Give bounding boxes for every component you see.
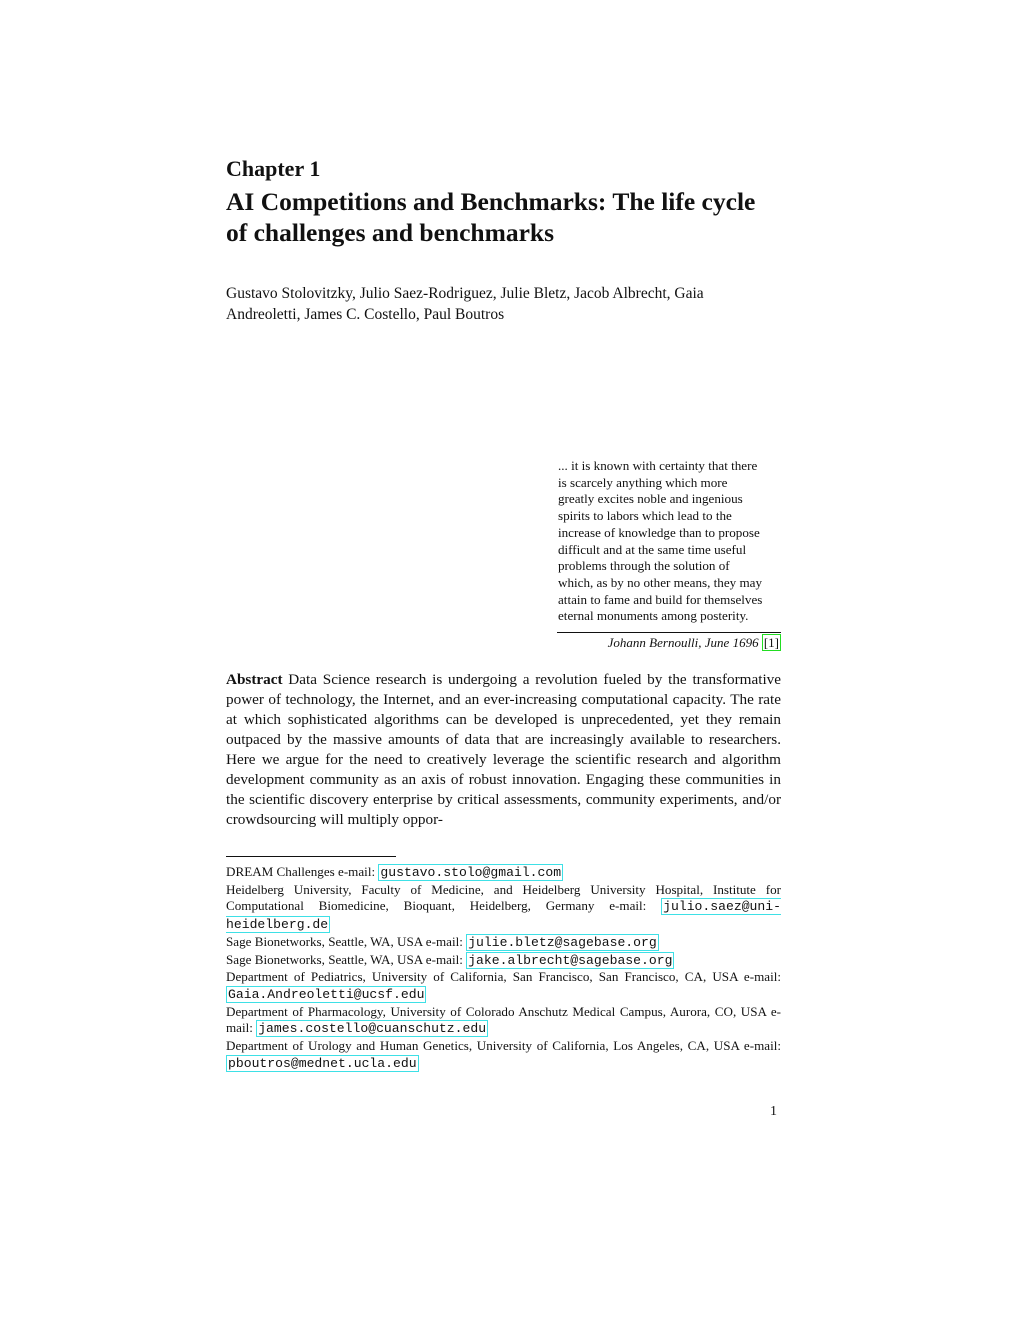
email-link[interactable]: pboutros@mednet.ucla.edu: [228, 1055, 417, 1071]
email-link[interactable]: james.costello@cuanschutz.edu: [258, 1021, 487, 1037]
abstract-heading: Abstract: [226, 671, 283, 688]
affiliation-footnotes: [226, 864, 781, 1072]
affiliation-text: Heidelberg University, Faculty of Medicine, and Heidelberg University Hospital, Institute for Computational Biomedicine, Bioquant, Heidelberg, Germany e-mail:: [226, 881, 781, 914]
author-line: Andreoletti, James C. Costello, Paul Boutros: [226, 306, 505, 323]
epigraph-rule: [557, 632, 781, 633]
footnote-item: [226, 882, 781, 934]
epigraph-line: greatly excites noble and ingenious: [558, 491, 743, 507]
epigraph-line: spirits to labors which lead to the: [558, 508, 732, 524]
author-list: [226, 283, 786, 325]
email-link[interactable]: jake.albrecht@sagebase.org: [468, 952, 673, 968]
epigraph-line: problems through the solution of: [558, 558, 730, 574]
chapter-label: Chapter 1: [226, 156, 321, 181]
page-number: 1: [770, 1104, 777, 1119]
epigraph-line: attain to fame and build for themselves: [558, 591, 763, 607]
epigraph-quote: [558, 458, 782, 625]
footnote-item: [226, 952, 781, 970]
email-link[interactable]: julie.bletz@sagebase.org: [468, 934, 657, 950]
footnote-item: [226, 969, 781, 1003]
epigraph-attribution: [557, 635, 781, 651]
chapter-title: [226, 186, 796, 248]
footnote-item: [226, 934, 781, 952]
epigraph-line: ... it is known with certainty that there: [558, 458, 758, 473]
affiliation-text: DREAM Challenges e-mail:: [226, 864, 376, 879]
epigraph-line: is scarcely anything which more: [558, 474, 728, 490]
epigraph-line: increase of knowledge than to propose: [558, 524, 760, 540]
author-line: Gustavo Stolovitzky, Julio Saez-Rodriguez, Julie Bletz, Jacob Albrecht, Gaia: [226, 285, 704, 302]
footnote-item: [226, 1038, 781, 1072]
chapter-title-line: AI Competitions and Benchmarks: The life cycle: [226, 187, 756, 216]
email-link[interactable]: julio.saez@uni-heidelberg.de: [226, 899, 781, 933]
affiliation-text: Department of Pharmacology, University of Colorado Anschutz Medical Campus, Aurora, CO, USA e-mail:: [226, 1003, 781, 1036]
chapter-title-line: of challenges and benchmarks: [226, 218, 554, 247]
affiliation-text: Department of Urology and Human Genetics, University of California, Los Angeles, CA, USA e-mail:: [226, 1038, 781, 1054]
citation-link[interactable]: [1]: [763, 635, 779, 650]
abstract-text: Data Science research is undergoing a revolution fueled by the transformative power of technology, the Internet, and an ever-increasing computational capacity. The rate at which sophisticated algorithms can be developed is unprecedented, yet they remain outpaced by the massive amounts of data that are increasingly available to researchers. Here we argue for the need to creatively leverage the scientific research and algorithm development community as an axis of robust innovation. Engaging these communities in the scientific discovery enterprise by critical assessments, community experiments, and/or crowdsourcing will multiply oppor-: [226, 671, 782, 828]
epigraph-line: which, as by no other means, they may: [558, 574, 762, 590]
affiliation-text: Sage Bionetworks, Seattle, WA, USA e-mail:: [226, 933, 463, 949]
epigraph-line: eternal monuments among posterity.: [558, 608, 749, 624]
attribution-text: Johann Bernoulli, June 1696: [607, 635, 759, 650]
email-link[interactable]: Gaia.Andreoletti@ucsf.edu: [228, 986, 425, 1002]
affiliation-text: Sage Bionetworks, Seattle, WA, USA e-mail:: [226, 951, 463, 967]
footnote-rule: [226, 856, 396, 857]
epigraph-line: difficult and at the same time useful: [558, 541, 747, 557]
footnote-item: [226, 1004, 781, 1038]
abstract-paragraph: [226, 670, 781, 830]
email-link[interactable]: gustavo.stolo@gmail.com: [380, 865, 562, 880]
affiliation-text: Department of Pediatrics, University of California, San Francisco, San Francisco, CA, USA e-mail:: [226, 969, 781, 985]
footnote-item: [226, 864, 781, 882]
